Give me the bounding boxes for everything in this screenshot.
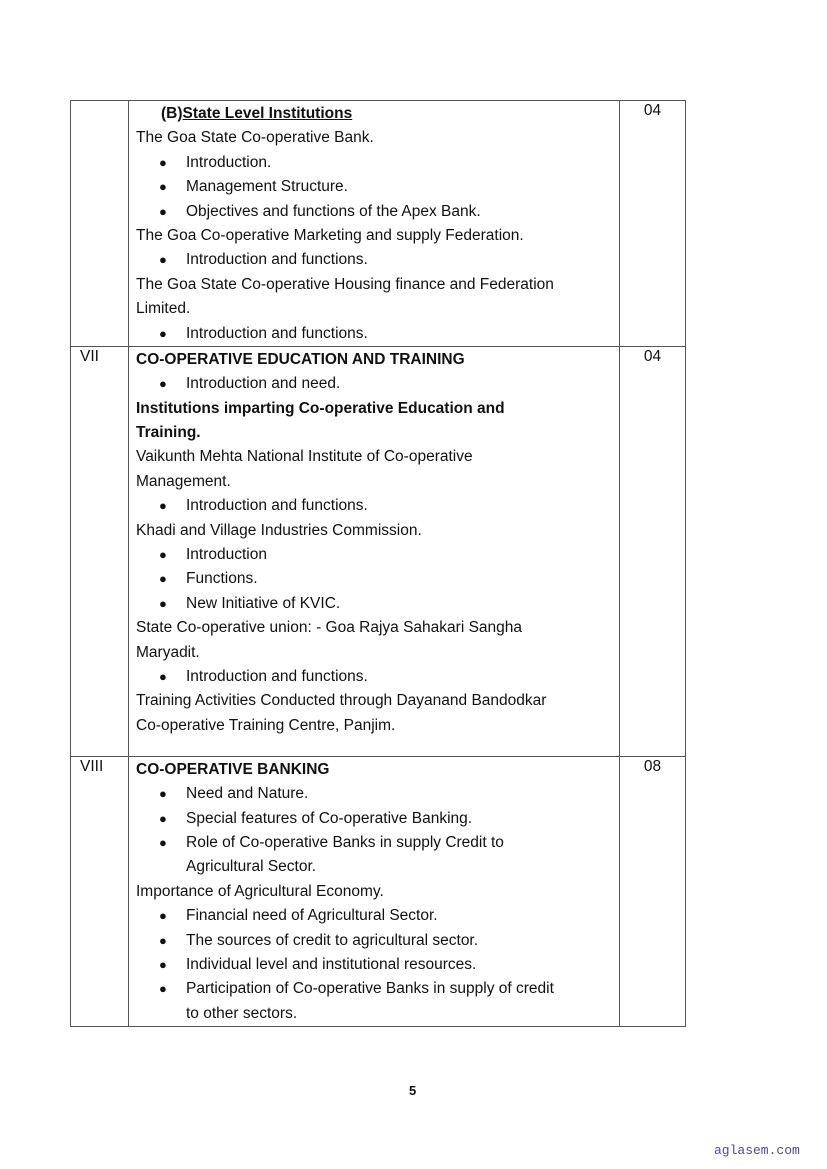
bold-heading xyxy=(136,397,619,446)
bullet-item xyxy=(136,248,619,272)
line xyxy=(136,348,619,372)
line-text: Agricultural Sector. xyxy=(186,858,317,876)
line xyxy=(136,977,619,1001)
bullet-icon: ● xyxy=(159,547,167,563)
line xyxy=(136,224,619,248)
line-text: Management Structure. xyxy=(186,178,348,196)
line xyxy=(136,1002,619,1026)
bullet-icon: ● xyxy=(159,203,167,219)
line xyxy=(136,567,619,591)
bullet-item xyxy=(136,151,619,175)
line-text: Management. xyxy=(136,472,231,490)
text-line xyxy=(136,689,619,738)
line xyxy=(136,714,619,738)
line-text: State Co-operative union: - Goa Rajya Sahakari Sangha xyxy=(136,619,523,637)
bullet-icon: ● xyxy=(159,325,167,341)
line xyxy=(136,248,619,272)
bullet-icon: ● xyxy=(159,835,167,851)
line-text: Individual level and institutional resources. xyxy=(186,956,477,974)
line xyxy=(136,831,619,855)
line-text: Introduction and functions. xyxy=(186,667,368,685)
line-text: New Initiative of KVIC. xyxy=(186,594,341,612)
line xyxy=(136,470,619,494)
line-text: Khadi and Village Industries Commission. xyxy=(136,521,422,539)
line xyxy=(161,102,619,126)
bullet-icon: ● xyxy=(159,786,167,802)
line-text: The Goa Co-operative Marketing and supply Federation. xyxy=(136,226,524,244)
bullet-icon: ● xyxy=(159,252,167,268)
marks: 04 xyxy=(620,346,686,756)
line-text: Training. xyxy=(136,424,201,442)
line-text: Need and Nature. xyxy=(186,785,309,803)
text-line xyxy=(136,224,619,248)
section-heading xyxy=(136,102,619,126)
line-text: CO-OPERATIVE EDUCATION AND TRAINING xyxy=(136,350,465,368)
line-text: to other sectors. xyxy=(186,1004,298,1022)
line xyxy=(136,641,619,665)
line xyxy=(136,273,619,297)
line xyxy=(136,592,619,616)
line xyxy=(136,758,619,782)
line-text: The Goa State Co-operative Bank. xyxy=(136,129,374,147)
line-text: Institutions imparting Co-operative Education and xyxy=(136,399,505,417)
line xyxy=(136,397,619,421)
line-text: Special features of Co-operative Banking. xyxy=(186,809,473,827)
line xyxy=(136,855,619,879)
bullet-item xyxy=(136,567,619,591)
line-text: CO-OPERATIVE BANKING xyxy=(136,760,330,778)
line-text: Introduction xyxy=(186,546,267,564)
unit-number: VII xyxy=(71,346,129,756)
line-text: Limited. xyxy=(136,300,191,318)
line xyxy=(136,445,619,469)
bullet-item xyxy=(136,543,619,567)
bullet-icon: ● xyxy=(159,154,167,170)
bullet-item xyxy=(136,953,619,977)
bullet-item xyxy=(136,807,619,831)
line-text: Role of Co-operative Banks in supply Credit to xyxy=(186,834,504,852)
line-text: Importance of Agricultural Economy. xyxy=(136,882,384,900)
line-text: Vaikunth Mehta National Institute of Co-operative xyxy=(136,448,473,466)
bullet-icon: ● xyxy=(159,908,167,924)
table-row xyxy=(71,756,686,1026)
line xyxy=(136,953,619,977)
bullet-item xyxy=(136,929,619,953)
watermark: aglasem.com xyxy=(714,1143,800,1158)
syllabus-table xyxy=(70,100,686,1027)
bullet-item xyxy=(136,831,619,880)
line xyxy=(136,880,619,904)
line xyxy=(136,297,619,321)
heading-prefix: (B) xyxy=(161,105,183,122)
bullet-item xyxy=(136,200,619,224)
marks: 08 xyxy=(620,756,686,1026)
line xyxy=(136,126,619,150)
line xyxy=(136,665,619,689)
bullet-icon: ● xyxy=(159,668,167,684)
unit-content xyxy=(129,346,620,756)
text-line xyxy=(136,880,619,904)
line xyxy=(136,616,619,640)
line-text: Maryadit. xyxy=(136,643,200,661)
unit-content xyxy=(129,756,620,1026)
line xyxy=(136,175,619,199)
line xyxy=(136,807,619,831)
text-line xyxy=(136,616,619,665)
line-text: Introduction. xyxy=(186,153,272,171)
bullet-item xyxy=(136,904,619,928)
line xyxy=(136,421,619,445)
bullet-icon: ● xyxy=(159,981,167,997)
table-row xyxy=(71,346,686,756)
line-text: Financial need of Agricultural Sector. xyxy=(186,907,438,925)
line xyxy=(136,929,619,953)
unit-content xyxy=(129,101,620,347)
text-line xyxy=(136,126,619,150)
bullet-item xyxy=(136,322,619,346)
text-line xyxy=(136,445,619,494)
line xyxy=(136,689,619,713)
line xyxy=(136,372,619,396)
line xyxy=(136,904,619,928)
table-row xyxy=(71,101,686,347)
bold-heading xyxy=(136,758,619,782)
line-text: Functions. xyxy=(186,570,258,588)
bullet-icon: ● xyxy=(159,595,167,611)
line-text: Introduction and functions. xyxy=(186,251,368,269)
line-text: The sources of credit to agricultural sector. xyxy=(186,931,479,949)
bullet-item xyxy=(136,977,619,1026)
bullet-icon: ● xyxy=(159,179,167,195)
bullet-icon: ● xyxy=(159,932,167,948)
bullet-item xyxy=(136,665,619,689)
heading-title: State Level Institutions xyxy=(182,105,353,122)
marks: 04 xyxy=(620,101,686,347)
bullet-icon: ● xyxy=(159,498,167,514)
line-text: Participation of Co-operative Banks in supply of credit xyxy=(186,980,554,998)
line xyxy=(136,519,619,543)
unit-number xyxy=(71,101,129,347)
unit-number: VIII xyxy=(71,756,129,1026)
line-text: Introduction and functions. xyxy=(186,497,368,515)
bold-heading xyxy=(136,348,619,372)
line xyxy=(136,200,619,224)
bullet-item xyxy=(136,592,619,616)
page-number: 5 xyxy=(409,1083,417,1098)
line xyxy=(136,322,619,346)
line-text: Objectives and functions of the Apex Bank. xyxy=(186,202,481,220)
line xyxy=(136,494,619,518)
line xyxy=(136,543,619,567)
text-line xyxy=(136,519,619,543)
bullet-icon: ● xyxy=(159,376,167,392)
line xyxy=(136,782,619,806)
bullet-icon: ● xyxy=(159,810,167,826)
bullet-item xyxy=(136,175,619,199)
line-text: The Goa State Co-operative Housing finance and Federation xyxy=(136,275,554,293)
bullet-item xyxy=(136,782,619,806)
line-text: Introduction and functions. xyxy=(186,324,368,342)
bullet-item xyxy=(136,494,619,518)
line xyxy=(136,151,619,175)
bullet-item xyxy=(136,372,619,396)
line-text: Training Activities Conducted through Dayanand Bandodkar xyxy=(136,692,547,710)
text-line xyxy=(136,273,619,322)
line-text: Introduction and need. xyxy=(186,375,341,393)
line-text: Co-operative Training Centre, Panjim. xyxy=(136,716,396,734)
bullet-icon: ● xyxy=(159,957,167,973)
bullet-icon: ● xyxy=(159,571,167,587)
